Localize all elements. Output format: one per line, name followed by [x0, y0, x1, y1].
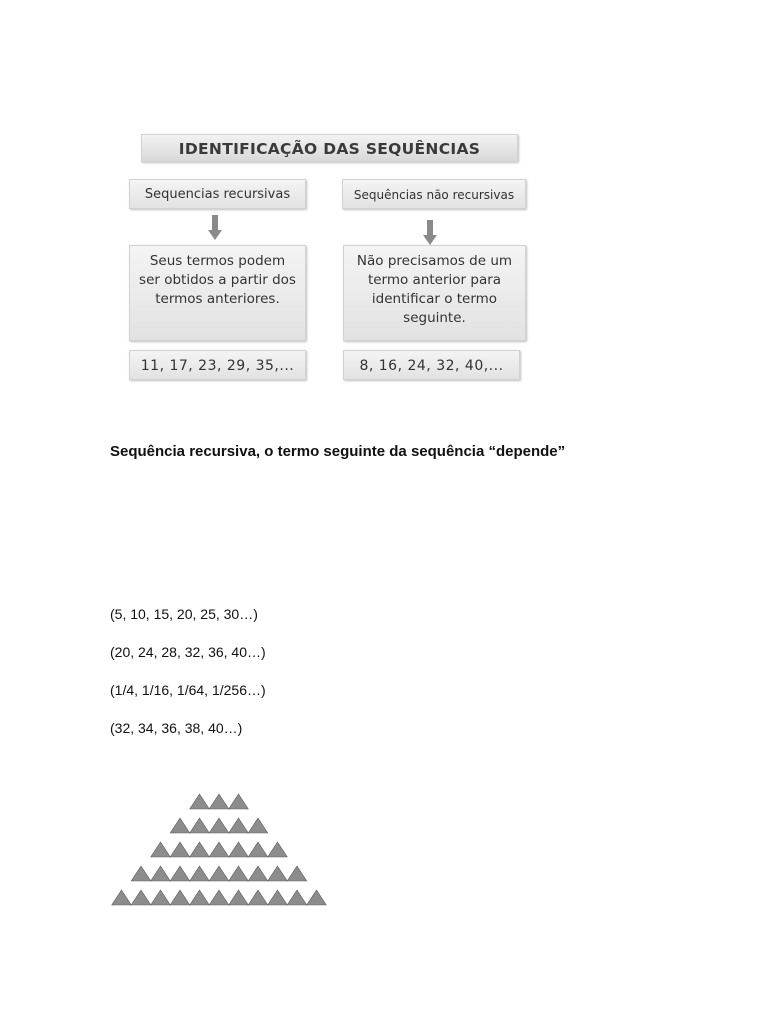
triangle-shape [209, 866, 229, 881]
sequence-item: (5, 10, 15, 20, 25, 30…) [110, 606, 258, 622]
triangle-shape [229, 890, 249, 905]
recursive-example-box: 11, 17, 23, 29, 35,... [129, 350, 306, 380]
triangle-shape [209, 890, 229, 905]
triangle-shape [248, 866, 268, 881]
triangle-shape [190, 818, 210, 833]
triangle-shape [268, 866, 288, 881]
down-arrow-icon [422, 220, 438, 246]
triangle-shape [268, 842, 288, 857]
triangle-shape [209, 818, 229, 833]
triangle-shape [170, 890, 190, 905]
triangle-shape [170, 866, 190, 881]
triangle-pyramid-figure [110, 792, 330, 912]
down-arrow-icon [207, 215, 223, 241]
triangle-shape [248, 842, 268, 857]
diagram-title: IDENTIFICAÇÃO DAS SEQUÊNCIAS [141, 134, 518, 162]
non-recursive-example-box: 8, 16, 24, 32, 40,... [343, 350, 520, 380]
sequence-item: (1/4, 1/16, 1/64, 1/256…) [110, 682, 266, 698]
triangle-shape [190, 842, 210, 857]
non-recursive-description: Não precisamos de um termo anterior para identificar o termo seguinte. [356, 253, 513, 326]
triangle-shape [190, 794, 210, 809]
triangle-shape [229, 818, 249, 833]
triangle-shape [151, 866, 171, 881]
section-heading: Sequência recursiva, o termo seguinte da sequência “depende” [110, 443, 566, 460]
triangle-shape [209, 842, 229, 857]
triangle-shape [209, 794, 229, 809]
triangle-shape [131, 890, 151, 905]
recursive-description-box [129, 245, 306, 341]
triangle-shape [170, 818, 190, 833]
triangle-shape [151, 890, 171, 905]
non-recursive-description-box [343, 245, 526, 341]
non-recursive-heading-box: Sequências não recursivas [342, 179, 526, 209]
triangle-shape [287, 890, 307, 905]
triangle-shape [131, 866, 151, 881]
triangle-shape [190, 890, 210, 905]
recursive-heading-box: Sequencias recursivas [129, 179, 306, 209]
triangle-shape [170, 842, 190, 857]
triangle-shape [287, 866, 307, 881]
triangle-shape [229, 866, 249, 881]
triangle-shape [307, 890, 327, 905]
triangle-shape [151, 842, 171, 857]
triangle-shape [248, 818, 268, 833]
triangle-shape [248, 890, 268, 905]
recursive-description: Seus termos podem ser obtidos a partir dos termos anteriores. [139, 253, 296, 307]
sequence-item: (32, 34, 36, 38, 40…) [110, 720, 243, 736]
triangle-shape [268, 890, 288, 905]
triangle-shape [229, 794, 249, 809]
sequence-list [110, 605, 266, 757]
sequence-identification-diagram [123, 128, 533, 384]
triangle-shape [229, 842, 249, 857]
triangle-shape [190, 866, 210, 881]
sequence-item: (20, 24, 28, 32, 36, 40…) [110, 644, 266, 660]
triangle-shape [112, 890, 132, 905]
